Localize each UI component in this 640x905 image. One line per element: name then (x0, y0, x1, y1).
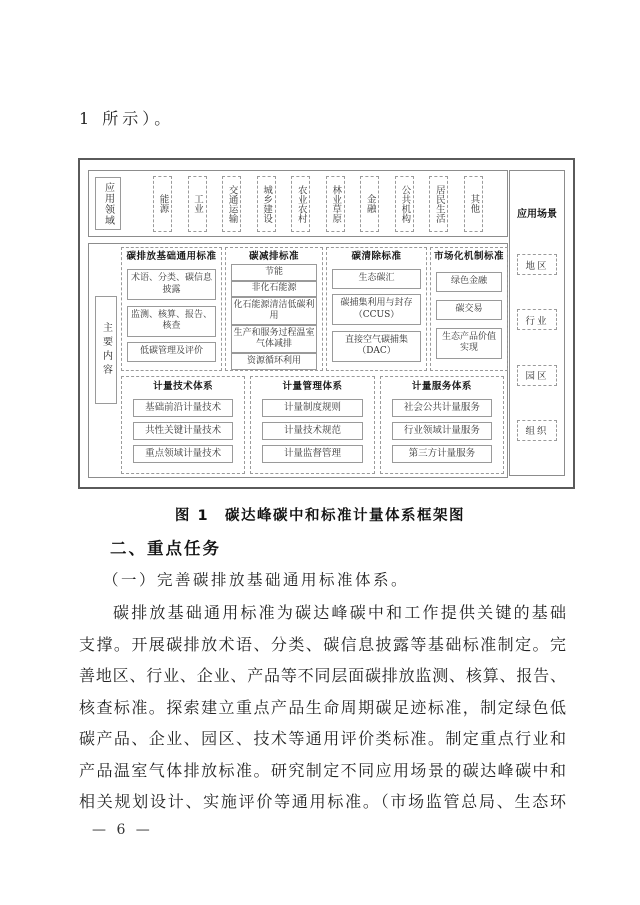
standard-item: 低碳管理及评价 (127, 342, 216, 362)
metrology-item: 共性关键计量技术 (133, 422, 233, 441)
main-content-label: 主要内容 (95, 296, 117, 404)
application-fields-label: 应用领域 (95, 177, 121, 230)
standard-item: 术语、分类、碳信息披露 (127, 269, 216, 300)
page-number: — 6 — (92, 822, 153, 838)
metrology-item: 行业领域计量服务 (392, 422, 492, 441)
column-title: 计量管理体系 (282, 381, 343, 392)
standard-item: 生态碳汇 (332, 269, 421, 289)
figure-caption: 图 1 碳达峰碳中和标准计量体系框架图 (174, 508, 466, 524)
main-content-band (88, 243, 508, 478)
application-field: 公共机构 (395, 176, 414, 232)
column-items (434, 263, 504, 367)
body-line: 相关规划设计、实施评价等通用标准。（市场监管总局、生态环 (79, 792, 566, 811)
column-carbon-removal-standards (326, 247, 427, 371)
column-metrology-management-system (250, 376, 374, 474)
application-field: 金融 (360, 176, 379, 232)
body-line: 碳产品、企业、园区、技术等通用评价类标准。制定重点行业和 (79, 729, 566, 748)
application-field: 城乡建设 (257, 176, 276, 232)
standard-item: 碳交易 (436, 300, 502, 320)
column-items (262, 393, 362, 468)
framework-diagram (78, 158, 575, 489)
metrology-item: 计量技术规范 (262, 422, 362, 441)
metrology-item: 社会公共计量服务 (392, 399, 492, 418)
metrology-row (121, 376, 504, 474)
application-scenes-label: 应用场景 (517, 209, 557, 221)
standard-item: 节能 (231, 264, 317, 281)
application-scene: 组织 (517, 420, 557, 441)
column-items (125, 263, 218, 367)
standard-item: 生态产品价值实现 (436, 328, 502, 359)
standard-item: 绿色金融 (436, 272, 502, 292)
application-field: 能源 (153, 176, 172, 232)
column-items (133, 393, 233, 468)
standard-item: 碳捕集利用与封存（CCUS） (332, 294, 421, 325)
standards-row (121, 247, 504, 371)
column-carbon-reduction-standards (225, 247, 323, 371)
column-market-mechanism-standards (430, 247, 508, 371)
body-line: 支撑。开展碳排放术语、分类、碳信息披露等基础标准制定。完 (79, 634, 566, 654)
main-content-columns (121, 247, 504, 474)
body-line: 产品温室气体排放标准。研究制定不同应用场景的碳达峰碳中和 (79, 760, 566, 780)
application-field: 林业草原 (326, 176, 345, 232)
column-title: 计量技术体系 (153, 381, 214, 392)
application-field: 交通运输 (222, 176, 241, 232)
metrology-item: 基础前沿计量技术 (133, 399, 233, 418)
column-metrology-service-system (380, 376, 504, 474)
column-title: 计量服务体系 (411, 381, 472, 392)
application-fields-items (153, 176, 483, 232)
application-scene: 地区 (517, 254, 557, 275)
standard-item: 生产和服务过程温室气体减排 (231, 325, 317, 353)
body-line: 善地区、行业、企业、产品等不同层面碳排放监测、核算、报告、 (79, 666, 566, 685)
metrology-item: 重点领域计量技术 (133, 445, 233, 464)
body-line: 核查标准。探索建立重点产品生命周期碳足迹标准，制定绿色低 (79, 697, 566, 717)
application-field: 农业农村 (291, 176, 310, 232)
standard-item: 资源循环利用 (231, 353, 317, 370)
body-line: 碳排放基础通用标准为碳达峰碳中和工作提供关键的基础 (113, 603, 566, 622)
column-carbon-emission-basic-standards (121, 247, 222, 371)
application-scene: 行业 (517, 309, 557, 330)
section-heading: 二、重点任务 (110, 539, 221, 558)
column-items (330, 263, 423, 367)
application-scenes-band (509, 170, 565, 476)
application-field: 其他 (464, 176, 483, 232)
column-title: 碳清除标准 (351, 251, 402, 262)
metrology-item: 第三方计量服务 (392, 445, 492, 464)
metrology-item: 计量监督管理 (262, 445, 362, 464)
application-field: 居民生活 (429, 176, 448, 232)
column-metrology-technology-system (121, 376, 245, 474)
column-title: 碳排放基础通用标准 (126, 251, 217, 262)
column-title: 市场化机制标准 (434, 251, 505, 262)
column-title: 碳减排标准 (248, 251, 299, 262)
body-paragraph (79, 597, 566, 818)
subsection-heading: （一）完善碳排放基础通用标准体系。 (103, 571, 410, 589)
standard-item: 非化石能源 (231, 281, 317, 298)
standard-item: 化石能源清洁低碳利用 (231, 297, 317, 325)
column-items (392, 393, 492, 468)
application-scene: 园区 (517, 365, 557, 386)
application-fields-band (88, 170, 508, 237)
column-items (229, 263, 319, 370)
top-paragraph-remainder: 1 所示）。 (79, 109, 175, 128)
standard-item: 直接空气碳捕集（DAC） (332, 331, 421, 362)
application-field: 工业 (188, 176, 207, 232)
standard-item: 监测、核算、报告、核查 (127, 306, 216, 337)
metrology-item: 计量制度规则 (262, 399, 362, 418)
